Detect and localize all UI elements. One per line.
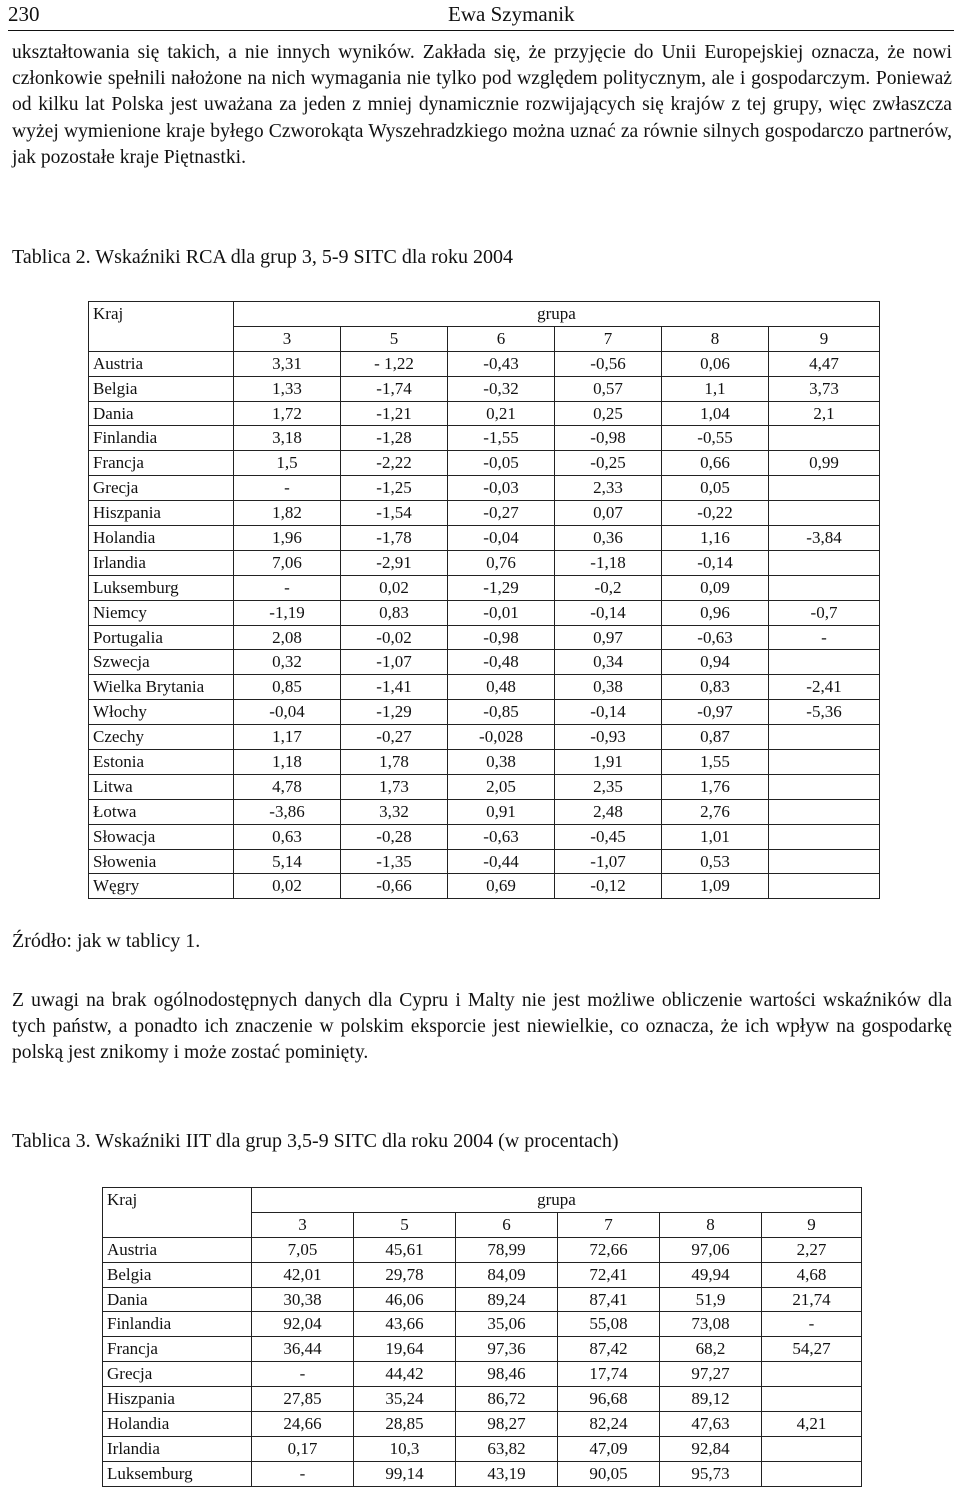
value-cell: 0,83 (341, 600, 448, 625)
value-cell: 0,94 (662, 650, 769, 675)
table-row (89, 750, 880, 775)
value-cell: 78,99 (456, 1237, 558, 1262)
value-cell: 1,01 (662, 824, 769, 849)
value-cell (762, 1387, 862, 1412)
value-cell: -2,41 (769, 675, 880, 700)
value-cell: -1,18 (555, 550, 662, 575)
value-cell: 0,97 (555, 625, 662, 650)
value-cell: 0,21 (448, 401, 555, 426)
value-cell: 82,24 (558, 1412, 660, 1437)
value-cell: 47,09 (558, 1436, 660, 1461)
rca-table (88, 301, 880, 899)
value-cell: -1,19 (234, 600, 341, 625)
value-cell: -0,2 (555, 575, 662, 600)
value-cell: 0,57 (555, 376, 662, 401)
value-cell: -0,04 (448, 526, 555, 551)
country-cell: Hiszpania (103, 1387, 252, 1412)
value-cell: 0,25 (555, 401, 662, 426)
table-row (89, 650, 880, 675)
kraj-header: Kraj (103, 1188, 252, 1238)
value-cell: -1,07 (555, 849, 662, 874)
value-cell: -0,85 (448, 700, 555, 725)
value-cell: 0,96 (662, 600, 769, 625)
value-cell: 19,64 (354, 1337, 456, 1362)
value-cell: - 1,22 (341, 351, 448, 376)
country-cell: Wielka Brytania (89, 675, 234, 700)
value-cell: 10,3 (354, 1436, 456, 1461)
value-cell (769, 799, 880, 824)
value-cell: 28,85 (354, 1412, 456, 1437)
value-cell: 0,63 (234, 824, 341, 849)
value-cell: -0,55 (662, 426, 769, 451)
value-cell: 92,84 (660, 1436, 762, 1461)
value-cell: 72,66 (558, 1237, 660, 1262)
country-cell: Austria (89, 351, 234, 376)
value-cell: 2,27 (762, 1237, 862, 1262)
value-cell: 1,17 (234, 725, 341, 750)
country-cell: Portugalia (89, 625, 234, 650)
table-row (89, 675, 880, 700)
value-cell: 0,76 (448, 550, 555, 575)
value-cell: 87,42 (558, 1337, 660, 1362)
value-cell: 17,74 (558, 1362, 660, 1387)
value-cell: 43,19 (456, 1461, 558, 1486)
value-cell: -1,28 (341, 426, 448, 451)
value-cell: 45,61 (354, 1237, 456, 1262)
value-cell: 68,2 (660, 1337, 762, 1362)
value-cell: 2,76 (662, 799, 769, 824)
value-cell: 99,14 (354, 1461, 456, 1486)
value-cell: -0,22 (662, 501, 769, 526)
value-cell: 4,21 (762, 1412, 862, 1437)
country-cell: Włochy (89, 700, 234, 725)
table-3-caption: Tablica 3. Wskaźniki IIT dla grup 3,5-9 SITC dla roku 2004 (w procentach) (12, 1130, 619, 1152)
value-cell: -0,28 (341, 824, 448, 849)
value-cell: 2,08 (234, 625, 341, 650)
table-row (103, 1262, 862, 1287)
value-cell: -1,29 (341, 700, 448, 725)
table-row (89, 700, 880, 725)
table-row (89, 774, 880, 799)
group-header-cell: 3 (234, 326, 341, 351)
value-cell: 0,38 (555, 675, 662, 700)
value-cell: 4,78 (234, 774, 341, 799)
value-cell (769, 824, 880, 849)
country-cell: Słowacja (89, 824, 234, 849)
group-header-cell: 9 (762, 1212, 862, 1237)
value-cell: 95,73 (660, 1461, 762, 1486)
value-cell: -1,74 (341, 376, 448, 401)
table-row (103, 1287, 862, 1312)
value-cell: 0,32 (234, 650, 341, 675)
value-cell: 47,63 (660, 1412, 762, 1437)
group-header-cell: 5 (341, 326, 448, 351)
value-cell: 1,78 (341, 750, 448, 775)
table-row (89, 351, 880, 376)
value-cell: 35,06 (456, 1312, 558, 1337)
value-cell: 27,85 (252, 1387, 354, 1412)
value-cell: -0,44 (448, 849, 555, 874)
value-cell: 72,41 (558, 1262, 660, 1287)
country-cell: Grecja (103, 1362, 252, 1387)
value-cell: - (252, 1461, 354, 1486)
value-cell: -1,54 (341, 501, 448, 526)
value-cell: -0,56 (555, 351, 662, 376)
value-cell (769, 575, 880, 600)
value-cell: 73,08 (660, 1312, 762, 1337)
value-cell: 46,06 (354, 1287, 456, 1312)
value-cell: 2,35 (555, 774, 662, 799)
value-cell: 87,41 (558, 1287, 660, 1312)
value-cell: 3,73 (769, 376, 880, 401)
value-cell: -0,97 (662, 700, 769, 725)
value-cell: 1,04 (662, 401, 769, 426)
group-header-cell: 5 (354, 1212, 456, 1237)
value-cell: 0,17 (252, 1436, 354, 1461)
country-cell: Francja (103, 1337, 252, 1362)
value-cell: 1,96 (234, 526, 341, 551)
value-cell: 0,02 (234, 874, 341, 899)
group-header-cell: 8 (660, 1212, 762, 1237)
value-cell: 55,08 (558, 1312, 660, 1337)
value-cell: 1,76 (662, 774, 769, 799)
country-cell: Belgia (89, 376, 234, 401)
value-cell: -0,05 (448, 451, 555, 476)
table-row (103, 1387, 862, 1412)
value-cell: 43,66 (354, 1312, 456, 1337)
table-row (89, 725, 880, 750)
value-cell (769, 426, 880, 451)
group-header-cell: 3 (252, 1212, 354, 1237)
value-cell (769, 774, 880, 799)
value-cell: -0,03 (448, 476, 555, 501)
value-cell: 0,34 (555, 650, 662, 675)
value-cell: -3,84 (769, 526, 880, 551)
value-cell: -2,22 (341, 451, 448, 476)
value-cell: -5,36 (769, 700, 880, 725)
value-cell: - (234, 476, 341, 501)
value-cell: 44,42 (354, 1362, 456, 1387)
value-cell: 0,07 (555, 501, 662, 526)
value-cell: -3,86 (234, 799, 341, 824)
table-2-source-note: Źródło: jak w tablicy 1. (12, 930, 201, 952)
value-cell: 89,12 (660, 1387, 762, 1412)
value-cell: 1,18 (234, 750, 341, 775)
rca-table-body (89, 302, 880, 899)
value-cell: 98,27 (456, 1412, 558, 1437)
value-cell: -0,01 (448, 600, 555, 625)
value-cell: 7,05 (252, 1237, 354, 1262)
value-cell (769, 501, 880, 526)
group-header-cell: 6 (456, 1212, 558, 1237)
value-cell: -0,04 (234, 700, 341, 725)
value-cell: 0,85 (234, 675, 341, 700)
value-cell: -0,02 (341, 625, 448, 650)
country-cell: Węgry (89, 874, 234, 899)
value-cell: 90,05 (558, 1461, 660, 1486)
value-cell (769, 750, 880, 775)
country-cell: Austria (103, 1237, 252, 1262)
value-cell: 0,53 (662, 849, 769, 874)
iit-table-body (103, 1188, 862, 1487)
value-cell: -2,91 (341, 550, 448, 575)
value-cell: -0,14 (555, 600, 662, 625)
value-cell (762, 1461, 862, 1486)
value-cell: 0,48 (448, 675, 555, 700)
value-cell: 0,91 (448, 799, 555, 824)
value-cell: 97,27 (660, 1362, 762, 1387)
value-cell: -0,25 (555, 451, 662, 476)
country-cell: Irlandia (89, 550, 234, 575)
value-cell: 21,74 (762, 1287, 862, 1312)
value-cell: 0,69 (448, 874, 555, 899)
table-row (89, 824, 880, 849)
value-cell: -0,66 (341, 874, 448, 899)
header-rule (8, 30, 954, 31)
value-cell: 1,5 (234, 451, 341, 476)
value-cell: 84,09 (456, 1262, 558, 1287)
value-cell (769, 550, 880, 575)
value-cell: 2,33 (555, 476, 662, 501)
group-header-cell: 6 (448, 326, 555, 351)
value-cell: 4,47 (769, 351, 880, 376)
value-cell: -0,43 (448, 351, 555, 376)
value-cell: 96,68 (558, 1387, 660, 1412)
grupa-header: grupa (252, 1188, 862, 1213)
value-cell: -1,07 (341, 650, 448, 675)
value-cell: 51,9 (660, 1287, 762, 1312)
value-cell: 0,66 (662, 451, 769, 476)
value-cell: 0,06 (662, 351, 769, 376)
value-cell: 0,05 (662, 476, 769, 501)
country-cell: Czechy (89, 725, 234, 750)
value-cell: 3,18 (234, 426, 341, 451)
country-cell: Finlandia (103, 1312, 252, 1337)
table-row (103, 1312, 862, 1337)
value-cell: 3,31 (234, 351, 341, 376)
value-cell: -1,78 (341, 526, 448, 551)
value-cell: 2,48 (555, 799, 662, 824)
value-cell: 0,99 (769, 451, 880, 476)
value-cell: -0,32 (448, 376, 555, 401)
country-cell: Francja (89, 451, 234, 476)
value-cell: 30,38 (252, 1287, 354, 1312)
table-row (89, 600, 880, 625)
value-cell: 1,09 (662, 874, 769, 899)
value-cell: -1,29 (448, 575, 555, 600)
table-row (89, 526, 880, 551)
value-cell: 5,14 (234, 849, 341, 874)
value-cell: - (769, 625, 880, 650)
value-cell: 35,24 (354, 1387, 456, 1412)
value-cell: 36,44 (252, 1337, 354, 1362)
value-cell: -0,14 (662, 550, 769, 575)
value-cell: 1,82 (234, 501, 341, 526)
country-cell: Litwa (89, 774, 234, 799)
value-cell (762, 1362, 862, 1387)
table-row (89, 874, 880, 899)
table-row (103, 1237, 862, 1262)
value-cell: 1,33 (234, 376, 341, 401)
value-cell: -1,55 (448, 426, 555, 451)
value-cell: 86,72 (456, 1387, 558, 1412)
country-cell: Luksemburg (103, 1461, 252, 1486)
value-cell: -0,12 (555, 874, 662, 899)
value-cell: 1,72 (234, 401, 341, 426)
table-row (89, 401, 880, 426)
value-cell: 98,46 (456, 1362, 558, 1387)
value-cell: -0,45 (555, 824, 662, 849)
value-cell: 0,83 (662, 675, 769, 700)
value-cell: -0,93 (555, 725, 662, 750)
table-row (89, 376, 880, 401)
value-cell: 3,32 (341, 799, 448, 824)
value-cell: - (234, 575, 341, 600)
value-cell: -0,27 (448, 501, 555, 526)
value-cell (769, 874, 880, 899)
value-cell: 89,24 (456, 1287, 558, 1312)
value-cell: -1,25 (341, 476, 448, 501)
value-cell: 4,68 (762, 1262, 862, 1287)
body-paragraph-1: ukształtowania się takich, a nie innych wyników. Zakłada się, że przyjęcie do Unii Europejskiej oznacza, że nowi członkowie spełnili nałożone na nich wymagania nie tylko pod względem politycznym, ale i gospodarczym. Ponieważ od kilku lat Polska jest uważana za jeden z mniej dynamicznie rozwijających się krajów z tej grupy, więc zwłaszcza wyżej wymienione kraje byłego Czworokąta Wyszehradzkiego można uznać za równie silnych gospodarczo partnerów, jak pozostałe kraje Piętnastki. (12, 42, 952, 168)
country-cell: Dania (103, 1287, 252, 1312)
value-cell (769, 725, 880, 750)
value-cell (762, 1436, 862, 1461)
table-row (103, 1337, 862, 1362)
value-cell: -1,21 (341, 401, 448, 426)
country-cell: Grecja (89, 476, 234, 501)
value-cell: 2,05 (448, 774, 555, 799)
value-cell: 1,1 (662, 376, 769, 401)
value-cell: 1,91 (555, 750, 662, 775)
value-cell: -1,41 (341, 675, 448, 700)
country-cell: Irlandia (103, 1436, 252, 1461)
value-cell: 29,78 (354, 1262, 456, 1287)
value-cell: - (762, 1312, 862, 1337)
value-cell: -0,14 (555, 700, 662, 725)
country-cell: Holandia (103, 1412, 252, 1437)
grupa-header: grupa (234, 302, 880, 327)
value-cell: 54,27 (762, 1337, 862, 1362)
table-row (89, 849, 880, 874)
table-row (89, 501, 880, 526)
value-cell: 7,06 (234, 550, 341, 575)
value-cell: 97,06 (660, 1237, 762, 1262)
value-cell: -0,98 (448, 625, 555, 650)
running-head-author: Ewa Szymanik (448, 2, 575, 26)
value-cell: -0,27 (341, 725, 448, 750)
table-row (103, 1436, 862, 1461)
country-cell: Niemcy (89, 600, 234, 625)
value-cell: 49,94 (660, 1262, 762, 1287)
value-cell (769, 476, 880, 501)
value-cell: -0,48 (448, 650, 555, 675)
value-cell: -0,63 (662, 625, 769, 650)
country-cell: Luksemburg (89, 575, 234, 600)
value-cell: 42,01 (252, 1262, 354, 1287)
table-header-row (103, 1188, 862, 1213)
table-row (103, 1362, 862, 1387)
group-header-cell: 7 (558, 1212, 660, 1237)
value-cell: -0,63 (448, 824, 555, 849)
value-cell: 1,55 (662, 750, 769, 775)
country-cell: Holandia (89, 526, 234, 551)
kraj-header: Kraj (89, 302, 234, 352)
group-header-cell: 9 (769, 326, 880, 351)
table-header-row (89, 302, 880, 327)
value-cell: 97,36 (456, 1337, 558, 1362)
group-header-cell: 8 (662, 326, 769, 351)
country-cell: Dania (89, 401, 234, 426)
value-cell: 1,73 (341, 774, 448, 799)
country-cell: Estonia (89, 750, 234, 775)
value-cell: -0,028 (448, 725, 555, 750)
value-cell: 24,66 (252, 1412, 354, 1437)
value-cell: -1,35 (341, 849, 448, 874)
value-cell: 1,16 (662, 526, 769, 551)
value-cell: -0,98 (555, 426, 662, 451)
page-number: 230 (8, 2, 40, 26)
table-2-caption: Tablica 2. Wskaźniki RCA dla grup 3, 5-9 SITC dla roku 2004 (12, 246, 513, 268)
value-cell: 0,87 (662, 725, 769, 750)
country-cell: Finlandia (89, 426, 234, 451)
table-row (89, 550, 880, 575)
value-cell: - (252, 1362, 354, 1387)
table-row (89, 575, 880, 600)
value-cell: 0,09 (662, 575, 769, 600)
country-cell: Łotwa (89, 799, 234, 824)
group-header-cell: 7 (555, 326, 662, 351)
value-cell: 0,36 (555, 526, 662, 551)
table-row (89, 451, 880, 476)
value-cell: 63,82 (456, 1436, 558, 1461)
value-cell: 0,38 (448, 750, 555, 775)
iit-table (102, 1187, 862, 1487)
table-row (89, 476, 880, 501)
value-cell: 2,1 (769, 401, 880, 426)
table-row (89, 426, 880, 451)
country-cell: Belgia (103, 1262, 252, 1287)
value-cell (769, 849, 880, 874)
table-row (103, 1412, 862, 1437)
country-cell: Słowenia (89, 849, 234, 874)
country-cell: Szwecja (89, 650, 234, 675)
table-row (103, 1461, 862, 1486)
value-cell: 0,02 (341, 575, 448, 600)
value-cell: 92,04 (252, 1312, 354, 1337)
table-row (89, 625, 880, 650)
country-cell: Hiszpania (89, 501, 234, 526)
value-cell (769, 650, 880, 675)
body-paragraph-2: Z uwagi na brak ogólnodostępnych danych dla Cypru i Malty nie jest możliwe obliczenie wartości wskaźników dla tych państw, a ponadto ich znaczenie w polskim eksporcie jest niewielkie, co oznacza, że ich wpływ na gospodarkę polską jest znikomy i może zostać pominięty. (12, 990, 952, 1064)
table-row (89, 799, 880, 824)
value-cell: -0,7 (769, 600, 880, 625)
